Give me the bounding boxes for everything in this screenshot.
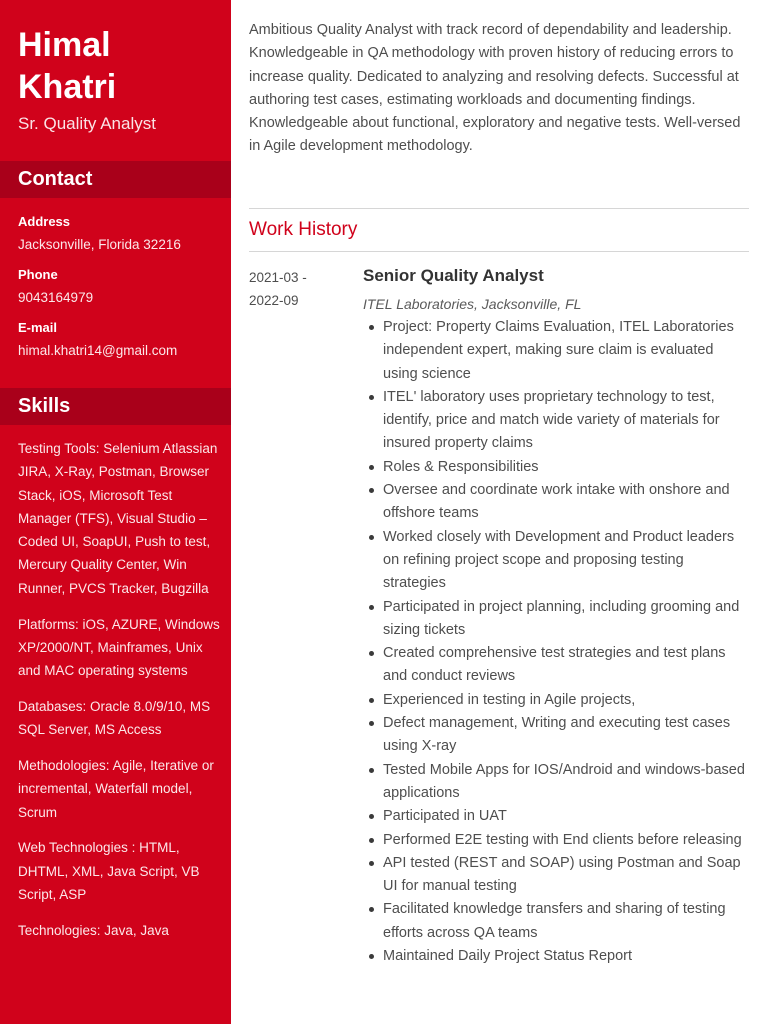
job-entry-title: Senior Quality Analyst (363, 266, 544, 285)
job-date-start: 2021-03 - (249, 270, 307, 285)
phone-label: Phone (18, 267, 58, 282)
divider-top (249, 208, 749, 209)
name-last: Khatri (18, 68, 117, 106)
skill-item: Platforms: iOS, AZURE, Windows XP/2000/NT, Mainframes, Unix and MAC operating systems (18, 616, 220, 679)
duty-item: Maintained Daily Project Status Report (363, 945, 749, 968)
summary-paragraph: Ambitious Quality Analyst with track record of dependability and leadership. Knowledgeable in QA methodology with proven history of reducing errors to increase quality. Dedicated to analyzing and resolving defects. Successful at authoring test cases, estimating workloads and documenting findings. Knowledgeable about functional, exploratory and negative tests. Well-versed in Agile development methodology. (249, 22, 741, 155)
duty-list (363, 316, 749, 968)
skill-item: Databases: Oracle 8.0/9/10, MS SQL Server, MS Access (18, 698, 211, 738)
duty-item: Facilitated knowledge transfers and sharing of testing efforts across QA teams (363, 898, 749, 945)
job-date-end: 2022-09 (249, 293, 299, 309)
email-value[interactable]: himal.khatri14@gmail.com (18, 343, 178, 358)
divider-bottom (249, 251, 749, 252)
name-first: Himal (18, 26, 111, 64)
job-title: Sr. Quality Analyst (18, 114, 156, 133)
contact-heading: Contact (0, 161, 231, 198)
work-history-heading: Work History (249, 219, 358, 240)
duty-item: Tested Mobile Apps for IOS/Android and windows-based applications (363, 759, 749, 806)
duty-item: Worked closely with Development and Product leaders on refining project scope and proposing testing strategies (363, 526, 749, 596)
duty-item: Created comprehensive test strategies and test plans and conduct reviews (363, 642, 749, 689)
skill-item: Methodologies: Agile, Iterative or incremental, Waterfall model, Scrum (18, 758, 214, 820)
duty-item: Participated in UAT (363, 805, 749, 828)
skills-list (18, 437, 223, 955)
duty-item: API tested (REST and SOAP) using Postman and Soap UI for manual testing (363, 852, 749, 899)
email-label: E-mail (18, 320, 58, 335)
job-dates (249, 266, 339, 313)
address-value: Jacksonville, Florida 32216 (18, 237, 181, 252)
address-label: Address (18, 214, 71, 229)
phone-value: 9043164979 (18, 290, 94, 305)
job-company: ITEL Laboratories, Jacksonville, FL (363, 296, 582, 312)
duty-item: Participated in project planning, including grooming and sizing tickets (363, 596, 749, 643)
duty-item: Project: Property Claims Evaluation, ITEL Laboratories independent expert, making sure claim is evaluated using science (363, 316, 749, 386)
sidebar (0, 0, 231, 1024)
duty-item: Oversee and coordinate work intake with onshore and offshore teams (363, 479, 749, 526)
duty-item: Roles & Responsibilities (363, 456, 749, 479)
duty-item: Performed E2E testing with End clients before releasing (363, 829, 749, 852)
duty-item: ITEL' laboratory uses proprietary technology to test, identify, price and match wide variety of materials for insured property claims (363, 386, 749, 456)
duty-item: Defect management, Writing and executing test cases using X-ray (363, 712, 749, 759)
job-entry (363, 264, 749, 968)
skill-item: Technologies: Java, Java (18, 922, 169, 938)
skill-item: Testing Tools: Selenium Atlassian JIRA, X-Ray, Postman, Browser Stack, iOS, Microsoft Test Manager (TFS), Visual Studio – Coded UI, SoapUI, Push to test, Mercury Quality Center, Win Runner, PVCS Tracker, Bugzilla (18, 441, 218, 596)
skills-heading: Skills (0, 388, 231, 425)
candidate-name (18, 24, 116, 108)
skill-item: Web Technologies : HTML, DHTML, XML, Java Script, VB Script, ASP (18, 840, 200, 903)
duty-item: Experienced in testing in Agile projects, (363, 689, 749, 712)
